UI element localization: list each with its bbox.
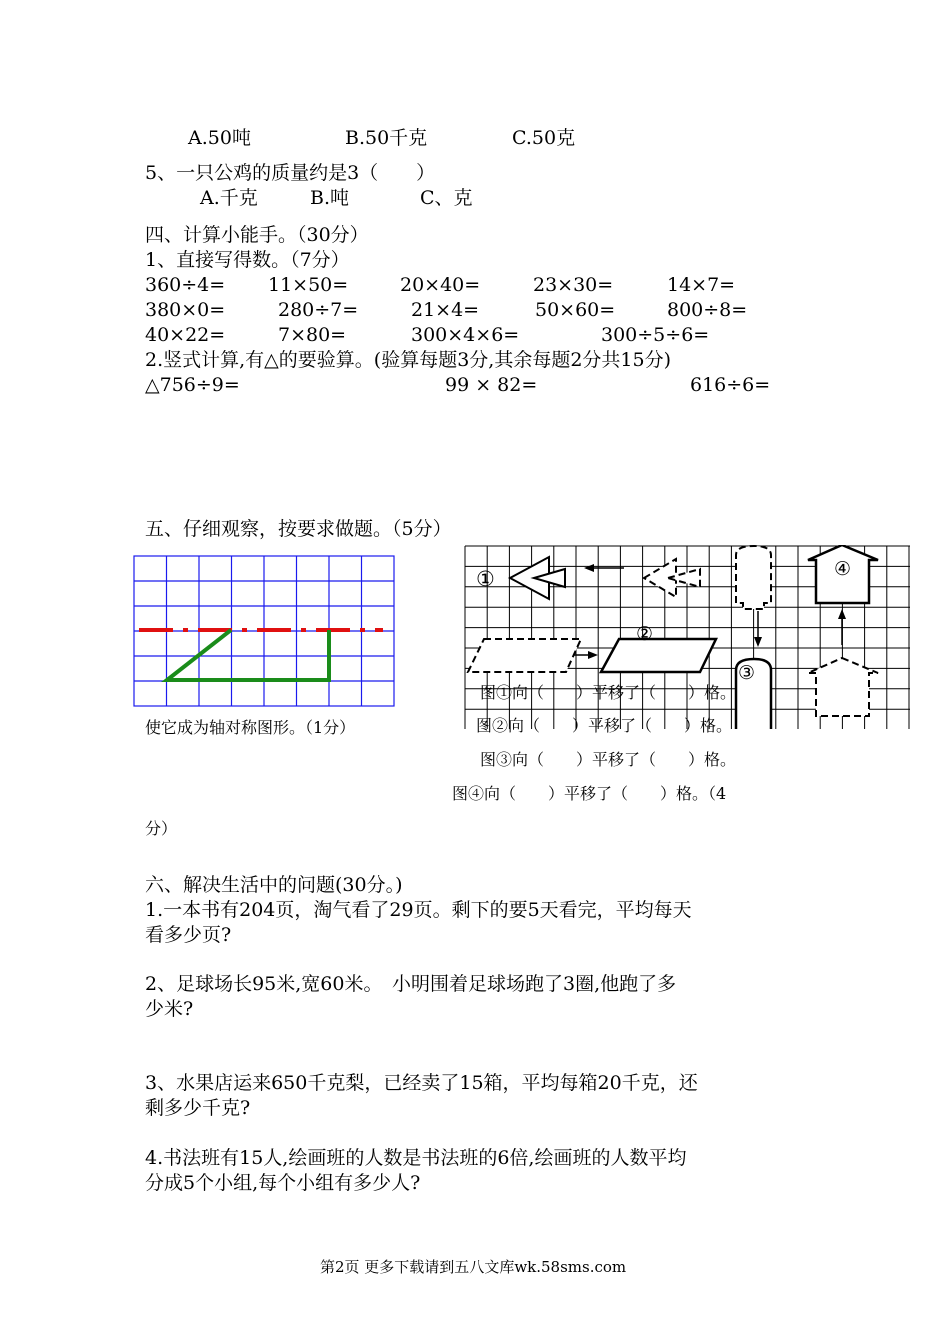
translation-score-tail: 分） xyxy=(145,819,178,838)
half-shape xyxy=(167,630,329,680)
calc-item: 40×22= xyxy=(145,324,226,346)
shape-2-original xyxy=(468,639,581,672)
calc-item: 360÷4= xyxy=(145,274,226,296)
problem-2-line-1: 2、足球场长95米,宽60米。 小明围着足球场跑了3圈,他跑了多 xyxy=(145,973,677,995)
calc-item: 50×60= xyxy=(535,299,616,321)
problem-1-line-1: 1.一本书有204页，淘气看了29页。剩下的要5天看完，平均每天 xyxy=(145,899,692,921)
calc-item: 23×30= xyxy=(533,274,614,296)
left-figure-caption: 使它成为轴对称图形。（1分） xyxy=(145,718,356,737)
calc-item: 800÷8= xyxy=(667,299,748,321)
section5-title: 五、仔细观察，按要求做题。（5分） xyxy=(145,518,452,540)
symmetry-grid-figure xyxy=(133,555,395,707)
page-footer: 第2页 更多下载请到五八文库wk.58sms.com xyxy=(320,1258,627,1276)
fig-label-1: ① xyxy=(476,567,495,591)
calc-item: 20×40= xyxy=(400,274,481,296)
calc-item: 21×4= xyxy=(411,299,480,321)
q5-stem: 5、一只公鸡的质量约是3（ ） xyxy=(145,162,436,184)
problem-2-line-2: 少米? xyxy=(145,998,194,1020)
q4-option-a: A.50吨 xyxy=(188,127,251,149)
shape-3-original xyxy=(736,546,771,609)
shape-2 xyxy=(601,639,716,672)
calc-item: 380×0= xyxy=(145,299,226,321)
translation-blank-4: 图④向（ ）平移了（ ）格。（4 xyxy=(452,784,727,803)
problem-3-line-2: 剩多少千克? xyxy=(145,1097,251,1119)
section6-title: 六、解决生活中的问题(30分。) xyxy=(145,874,403,896)
fig-label-3: ③ xyxy=(738,662,756,684)
translation-blank-3: 图③向（ ）平移了（ ）格。 xyxy=(480,750,737,769)
fig-label-2: ② xyxy=(636,623,654,645)
q5-option-b: B.吨 xyxy=(310,187,350,209)
calc-item: 11×50= xyxy=(268,274,349,296)
problem-1-line-2: 看多少页? xyxy=(145,924,232,946)
calc-item: 300×4×6= xyxy=(411,324,520,346)
problem-3-line-1: 3、水果店运来650千克梨，已经卖了15箱，平均每箱20千克，还 xyxy=(145,1072,698,1094)
calc-item: △756÷9= xyxy=(145,374,240,396)
translation-blank-1: 图①向（ ）平移了（ ）格。 xyxy=(480,683,737,702)
calc-item: 99 × 82= xyxy=(445,374,538,396)
section4-sub2: 2.竖式计算,有△的要验算。(验算每题3分,其余每题2分共15分) xyxy=(145,349,671,371)
calc-item: 616÷6= xyxy=(690,374,771,396)
translation-blank-2: 图②向（ ）平移了（ ）格。 xyxy=(476,716,733,735)
q4-option-c: C.50克 xyxy=(512,127,576,149)
calc-item: 14×7= xyxy=(667,274,736,296)
q4-option-b: B.50千克 xyxy=(345,127,428,149)
section4-sub1: 1、直接写得数。（7分） xyxy=(145,249,350,271)
fig-label-4: ④ xyxy=(834,558,852,580)
calc-item: 280÷7= xyxy=(278,299,359,321)
shape-4-original xyxy=(808,658,878,716)
q5-option-c: C、克 xyxy=(420,187,473,209)
problem-4-line-2: 分成5个小组,每个小组有多少人? xyxy=(145,1172,421,1194)
section4-title: 四、计算小能手。（30分） xyxy=(145,224,369,246)
calc-item: 300÷5÷6= xyxy=(601,324,710,346)
calc-item: 7×80= xyxy=(278,324,347,346)
q5-option-a: A.千克 xyxy=(200,187,258,209)
problem-4-line-1: 4.书法班有15人,绘画班的人数是书法班的6倍,绘画班的人数平均 xyxy=(145,1147,687,1169)
